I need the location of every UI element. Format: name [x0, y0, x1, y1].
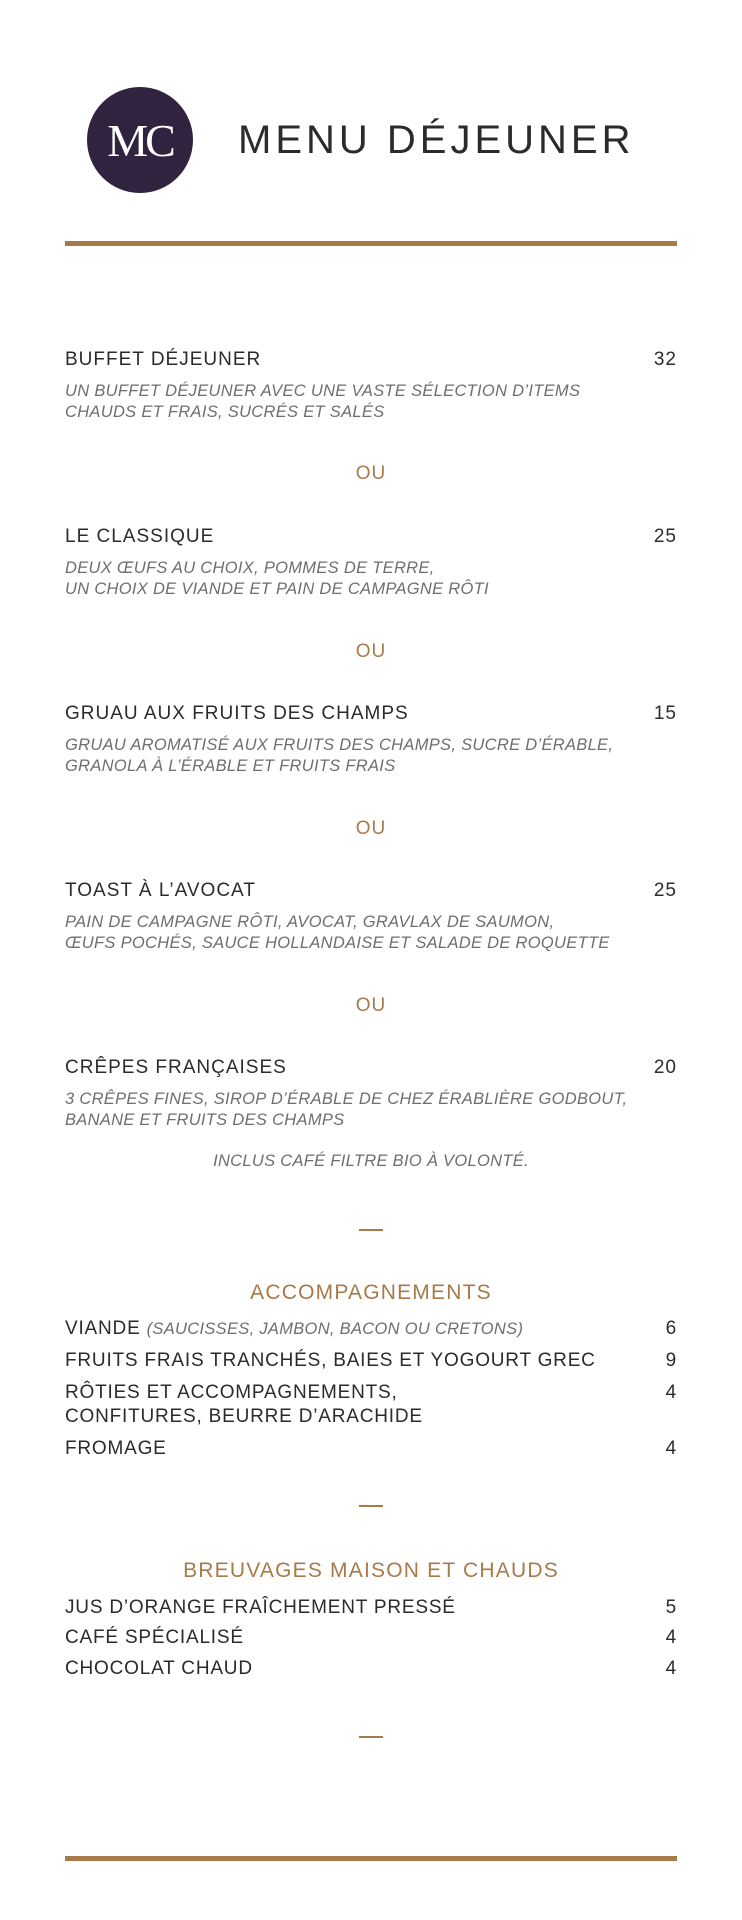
description-line: PAIN DE CAMPAGNE RÔTI, AVOCAT, GRAVLAX DE SAUMON, — [65, 913, 555, 931]
side-item-price: 9 — [665, 1350, 677, 1371]
item-price: 25 — [653, 880, 677, 901]
or-separator: OU — [355, 818, 387, 839]
side-item-name-line: CONFITURES, BEURRE D’ARACHIDE — [65, 1406, 423, 1427]
drink-item-cafe — [65, 1626, 677, 1650]
item-name: BUFFET DÉJEUNER — [65, 349, 262, 370]
or-separator: OU — [355, 995, 387, 1016]
side-item-price: 6 — [665, 1318, 677, 1339]
or-separator: OU — [355, 463, 387, 484]
item-name: GRUAU AUX FRUITS DES CHAMPS — [65, 703, 409, 724]
item-description — [65, 381, 677, 423]
coffee-note: INCLUS CAFÉ FILTRE BIO À VOLONTÉ. — [213, 1152, 529, 1170]
menu-item-toast — [65, 880, 677, 954]
section-dash — [359, 1505, 383, 1507]
logo-monogram: MC — [107, 114, 173, 166]
description-line: UN CHOIX DE VIANDE ET PAIN DE CAMPAGNE RÔTI — [65, 580, 489, 598]
side-item-price: 4 — [665, 1382, 677, 1403]
drink-item-price: 4 — [665, 1627, 677, 1648]
menu-item-gruau — [65, 703, 677, 777]
section-dash — [359, 1736, 383, 1738]
menu-item-crepes — [65, 1057, 677, 1131]
drink-item-price: 4 — [665, 1658, 677, 1679]
item-name: CRÊPES FRANÇAISES — [65, 1057, 287, 1078]
item-name: TOAST À L’AVOCAT — [65, 880, 256, 901]
item-description — [65, 912, 677, 954]
page-title: MENU DÉJEUNER — [238, 118, 635, 162]
item-description — [65, 735, 677, 777]
description-line: 3 CRÊPES FINES, SIROP D’ÉRABLE DE CHEZ ÉRABLIÈRE GODBOUT, — [65, 1090, 628, 1108]
description-line: CHAUDS ET FRAIS, SUCRÉS ET SALÉS — [65, 403, 385, 421]
section-title-breuvages: BREUVAGES MAISON ET CHAUDS — [183, 1559, 559, 1582]
drink-item-name: JUS D’ORANGE FRAÎCHEMENT PRESSÉ — [65, 1597, 456, 1618]
drink-item-price: 5 — [665, 1597, 677, 1618]
top-divider — [65, 241, 677, 246]
section-title-accompagnements: ACCOMPAGNEMENTS — [250, 1281, 492, 1304]
restaurant-logo — [87, 87, 193, 193]
item-description — [65, 1089, 677, 1131]
item-price: 25 — [653, 526, 677, 547]
side-item-name: FROMAGE — [65, 1438, 167, 1459]
item-price: 15 — [653, 703, 677, 724]
side-item-fromage — [65, 1437, 677, 1461]
side-item-name: FRUITS FRAIS TRANCHÉS, BAIES ET YOGOURT GREC — [65, 1350, 596, 1371]
side-item-viande — [65, 1317, 677, 1341]
item-price: 20 — [653, 1057, 677, 1078]
description-line: GRUAU AROMATISÉ AUX FRUITS DES CHAMPS, SUCRE D’ÉRABLE, — [65, 736, 614, 754]
side-item-name: VIANDE — [65, 1318, 141, 1339]
side-item-fruits — [65, 1349, 677, 1373]
bottom-divider — [65, 1856, 677, 1861]
side-item-detail: (SAUCISSES, JAMBON, BACON OU CRETONS) — [146, 1320, 524, 1338]
menu-item-classique — [65, 526, 677, 600]
drink-item-name: CAFÉ SPÉCIALISÉ — [65, 1627, 244, 1648]
side-item-name-line: RÔTIES ET ACCOMPAGNEMENTS, — [65, 1382, 398, 1403]
drink-item-jus — [65, 1596, 677, 1620]
drink-item-chocolat — [65, 1657, 677, 1681]
description-line: UN BUFFET DÉJEUNER AVEC UNE VASTE SÉLECTION D’ITEMS — [65, 382, 581, 400]
item-name: LE CLASSIQUE — [65, 526, 215, 547]
section-dash — [359, 1229, 383, 1231]
description-line: DEUX ŒUFS AU CHOIX, POMMES DE TERRE, — [65, 559, 435, 577]
side-item-price: 4 — [665, 1438, 677, 1459]
drink-item-name: CHOCOLAT CHAUD — [65, 1658, 253, 1679]
item-price: 32 — [653, 349, 677, 370]
menu-header — [0, 0, 742, 250]
or-separator: OU — [355, 641, 387, 662]
item-description — [65, 558, 677, 600]
description-line: BANANE ET FRUITS DES CHAMPS — [65, 1111, 345, 1129]
side-item-roties — [65, 1381, 677, 1429]
description-line: ŒUFS POCHÉS, SAUCE HOLLANDAISE ET SALADE DE ROQUETTE — [65, 934, 610, 952]
description-line: GRANOLA À L’ÉRABLE ET FRUITS FRAIS — [65, 757, 396, 775]
menu-item-buffet — [65, 349, 677, 423]
